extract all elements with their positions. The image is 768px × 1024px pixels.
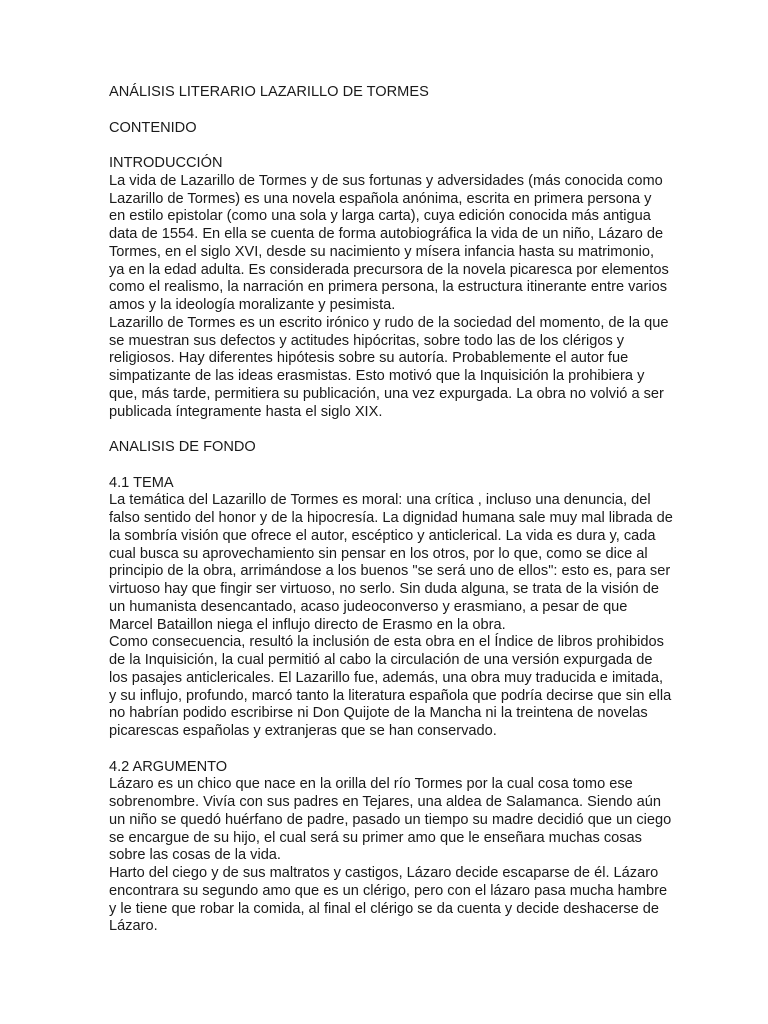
document-page (109, 84, 673, 936)
text-line: se muestran sus defectos y actitudes hipócritas, sobre todo las de los clérigos y (109, 332, 625, 349)
section-heading-argumento: 4.2 ARGUMENTO (109, 758, 228, 775)
text-line: se encargue de su hijo, el cual será su primer amo que le enseñara muchas cosas (109, 829, 642, 846)
spacer (109, 137, 661, 155)
spacer (109, 457, 661, 475)
text-line: simpatizante de las ideas erasmistas. Esto motivó que la Inquisición la prohibiera y (109, 368, 645, 384)
text-line: Marcel Bataillon niega el influjo directo de Erasmo en la obra. (109, 616, 506, 633)
section-heading-contenido: CONTENIDO (109, 119, 197, 136)
section-heading-introduccion: INTRODUCCIÓN (109, 155, 223, 171)
text-line: que, más tarde, permitiera su publicación, una vez expurgada. La obra no volvió a ser (109, 385, 664, 402)
text-line: en estilo epistolar (como una sola y larga carta), cuya edición conocida más antigua (109, 208, 651, 225)
text-line: Lazarillo de Tormes es un escrito irónico y rudo de la sociedad del momento, de la que (109, 314, 669, 331)
text-line: Harto del ciego y de sus maltratos y castigos, Lázaro decide escaparse de él. Lázaro (109, 865, 659, 881)
text-line: un niño se quedó huérfano de padre, pasado un tiempo su madre decidió que un ciego (109, 811, 672, 828)
text-line: La temática del Lazarillo de Tormes es moral: una crítica , incluso una denuncia, del (109, 492, 651, 509)
tema-paragraphs (109, 492, 673, 741)
text-line: y le tiene que robar la comida, al final el clérigo se da cuenta y decide deshacerse de (109, 900, 660, 917)
text-line: la sombría visión que ofrece el autor, escéptico y anticlerical. La vida es dura y, cada (109, 527, 656, 544)
text-line: amos y la ideología moralizante y pesimista. (109, 297, 396, 313)
intro-paragraphs (109, 172, 669, 422)
text-line: virtuoso hay que fingir ser virtuoso, no serlo. Sin duda alguna, se trata de la visión de (109, 581, 660, 597)
text-line: falso sentido del honor y de la hipocresía. La dignidad humana sale muy mal librada de (109, 510, 673, 526)
text-line: encontrara su segundo amo que es un clérigo, pero con el lázaro pasa mucha hambre (109, 882, 668, 899)
spacer (109, 741, 661, 759)
section-heading-tema: 4.1 TEMA (109, 474, 174, 491)
text-line: sobrenombre. Vivía con sus padres en Tejares, una aldea de Salamanca. Siendo aún (109, 794, 661, 810)
spacer (109, 421, 661, 439)
text-line: Lázaro es un chico que nace en la orilla del río Tormes por la cual cosa tomo ese (109, 776, 633, 793)
argumento-paragraphs (109, 776, 672, 936)
text-line: y su influjo, profundo, marcó tanto la literatura española que podría decirse que sin ella (109, 687, 672, 704)
text-line: ya en la edad adulta. Es considerada precursora de la novela picaresca por elementos (109, 261, 669, 278)
text-line: Lazarillo de Tormes) es una novela española anónima, escrita en primera persona y (109, 190, 652, 207)
spacer (109, 102, 661, 120)
text-line: publicada íntegramente hasta el siglo XIX. (109, 403, 383, 420)
text-line: los pasajes anticlericales. El Lazarillo fue, además, una obra muy traducida e imitada, (109, 669, 664, 686)
text-line: data de 1554. En ella se cuenta de forma autobiográfica la vida de un niño, Lázaro de (109, 226, 664, 242)
text-line: de la Inquisición, la cual permitió al cabo la circulación de una versión expurgada de (109, 652, 653, 668)
text-line: Como consecuencia, resultó la inclusión de esta obra en el Índice de libros prohibidos (109, 634, 664, 651)
text-line: principio de la obra, arrimándose a los buenos "se será uno de ellos": esto es, para ser (109, 563, 671, 580)
text-line: La vida de Lazarillo de Tormes y de sus fortunas y adversidades (más conocida como (109, 172, 663, 189)
text-line: religiosos. Hay diferentes hipótesis sobre su autoría. Probablemente el autor fue (109, 350, 629, 367)
section-heading-analisis-de-fondo: ANALISIS DE FONDO (109, 439, 256, 455)
text-line: cual busca su aprovechamiento sin pensar en los otros, por lo que, como se dice al (109, 545, 648, 562)
text-line: Tormes, en el siglo XVI, desde su nacimiento y mísera infancia hasta su matrimonio, (109, 243, 655, 260)
text-line: Lázaro. (109, 918, 158, 935)
text-line: sobre las cosas de la vida. (109, 847, 281, 864)
document-title: ANÁLISIS LITERARIO LAZARILLO DE TORMES (109, 84, 429, 100)
text-line: picarescas españolas y extranjeras que se han conservado. (109, 723, 497, 739)
text-line: como el realismo, la narración en primera persona, la estructura itinerante entre varios (109, 279, 668, 296)
text-line: no habrían podido escribirse ni Don Quijote de la Mancha ni la treintena de novelas (109, 705, 648, 722)
text-line: un humanista desencantado, acaso judeoconverso y erasmiano, a pesar de que (109, 598, 628, 615)
